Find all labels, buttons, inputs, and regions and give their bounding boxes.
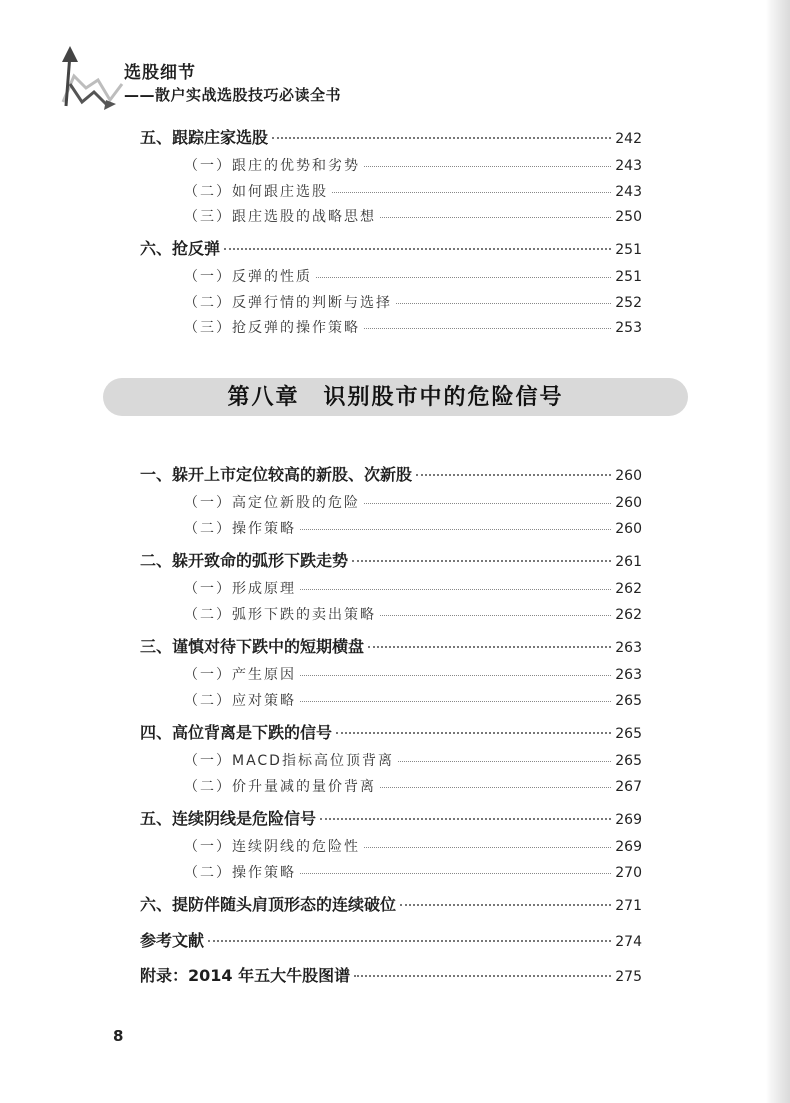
toc-entry[interactable]	[140, 720, 642, 743]
toc-subentry[interactable]	[184, 181, 642, 201]
dot-leader	[364, 328, 611, 329]
chapter-title[interactable]: 第八章 识别股市中的危险信号	[227, 384, 564, 410]
toc-entry-page: 260	[615, 468, 642, 484]
dot-leader	[352, 560, 611, 562]
dot-leader	[320, 818, 611, 820]
toc-subentry-label: （一）形成原理	[184, 581, 296, 597]
toc-subentry-page: 251	[615, 269, 642, 285]
toc-entry-page: 261	[615, 554, 642, 570]
dot-leader	[368, 646, 611, 648]
dot-leader	[364, 503, 611, 504]
toc-entry-page: 265	[615, 726, 642, 742]
dot-leader	[300, 675, 611, 676]
toc-subentry[interactable]	[184, 155, 642, 175]
toc-entry[interactable]	[140, 236, 642, 259]
book-subtitle: ——散户实战选股技巧必读全书	[124, 86, 342, 104]
toc-subentry-page: 262	[615, 581, 642, 597]
dot-leader	[398, 761, 611, 762]
toc-subentry-page: 265	[615, 753, 642, 769]
toc-subentry[interactable]	[184, 836, 642, 856]
toc-entry-references[interactable]	[140, 928, 642, 951]
toc-subentry[interactable]	[184, 750, 642, 770]
toc-subentry[interactable]	[184, 776, 642, 796]
dot-leader	[380, 615, 611, 616]
page-number: 8	[113, 1027, 124, 1045]
dot-leader	[224, 248, 611, 250]
toc-subentry-page: 260	[615, 521, 642, 537]
toc-entry-label: 六、抢反弹	[140, 239, 221, 258]
dot-leader	[332, 192, 611, 193]
toc-subentry-label: （一）MACD指标高位顶背离	[184, 753, 394, 769]
dot-leader	[208, 940, 611, 942]
toc-subentry-page: 253	[615, 320, 642, 336]
toc-subentry[interactable]	[184, 578, 642, 598]
toc-entry-page: 271	[615, 898, 642, 914]
toc-entry[interactable]	[140, 892, 642, 915]
toc-subentry[interactable]	[184, 292, 642, 312]
toc-entry-label: 四、高位背离是下跌的信号	[140, 723, 333, 742]
dot-leader	[316, 277, 611, 278]
toc-subentry[interactable]	[184, 664, 642, 684]
toc-subentry-label: （一）连续阴线的危险性	[184, 839, 360, 855]
dot-leader	[300, 589, 611, 590]
toc-subentry-label: （三）抢反弹的操作策略	[184, 320, 360, 336]
toc-subentry-label: （一）高定位新股的危险	[184, 495, 360, 511]
toc-entry-page: 269	[615, 812, 642, 828]
toc-subentry-label: （二）操作策略	[184, 521, 296, 537]
toc-subentry[interactable]	[184, 317, 642, 337]
toc-subentry-label: （二）如何跟庄选股	[184, 184, 328, 200]
dot-leader	[364, 166, 611, 167]
toc-entry-label: 参考文献	[140, 931, 205, 950]
dot-leader	[300, 701, 611, 702]
toc-subentry[interactable]	[184, 690, 642, 710]
toc-entry-page: 263	[615, 640, 642, 656]
toc-entry-page: 275	[615, 969, 642, 985]
toc-subentry-page: 250	[615, 209, 642, 225]
toc-subentry-label: （一）产生原因	[184, 667, 296, 683]
dot-leader	[354, 975, 611, 977]
book-title: 选股细节	[124, 63, 196, 83]
toc-subentry-label: （二）应对策略	[184, 693, 296, 709]
toc-entry-page: 251	[615, 242, 642, 258]
toc-subentry[interactable]	[184, 862, 642, 882]
toc-entry[interactable]	[140, 806, 642, 829]
toc-subentry-label: （二）反弹行情的判断与选择	[184, 295, 392, 311]
toc-entry[interactable]	[140, 462, 642, 485]
toc-subentry[interactable]	[184, 518, 642, 538]
toc-entry-label: 五、跟踪庄家选股	[140, 128, 269, 147]
toc-entry-page: 274	[615, 934, 642, 950]
toc-entry-appendix[interactable]	[140, 963, 642, 986]
dot-leader	[364, 847, 611, 848]
dot-leader	[300, 529, 611, 530]
toc-subentry-page: 243	[615, 184, 642, 200]
running-header	[60, 44, 460, 124]
toc-subentry-page: 263	[615, 667, 642, 683]
toc-subentry[interactable]	[184, 604, 642, 624]
dot-leader	[380, 787, 611, 788]
toc-entry[interactable]	[140, 548, 642, 571]
toc-subentry[interactable]	[184, 492, 642, 512]
toc-subentry-page: 269	[615, 839, 642, 855]
toc-entry-label: 三、谨慎对待下跌中的短期横盘	[140, 637, 365, 656]
toc-subentry-label: （二）操作策略	[184, 865, 296, 881]
toc-subentry-page: 265	[615, 693, 642, 709]
dot-leader	[380, 217, 611, 218]
toc-subentry-label: （二）弧形下跌的卖出策略	[184, 607, 376, 623]
toc-subentry-page: 252	[615, 295, 642, 311]
toc-entry-page: 242	[615, 131, 642, 147]
toc-subentry-label: （一）跟庄的优势和劣势	[184, 158, 360, 174]
toc-subentry-page: 262	[615, 607, 642, 623]
dot-leader	[396, 303, 611, 304]
toc-subentry[interactable]	[184, 206, 642, 226]
dot-leader	[336, 732, 611, 734]
toc-entry-label: 附录：2014 年五大牛股图谱	[140, 966, 351, 985]
toc-subentry-label: （一）反弹的性质	[184, 269, 312, 285]
rising-arrow-icon	[60, 44, 130, 114]
toc-entry-label: 二、躲开致命的弧形下跌走势	[140, 551, 349, 570]
dot-leader	[300, 873, 611, 874]
toc-entry[interactable]	[140, 634, 642, 657]
toc-subentry-page: 243	[615, 158, 642, 174]
toc-subentry-label: （二）价升量减的量价背离	[184, 779, 376, 795]
toc-entry-label: 六、提防伴随头肩顶形态的连续破位	[140, 895, 397, 914]
dot-leader	[400, 904, 611, 906]
toc-subentry-page: 270	[615, 865, 642, 881]
dot-leader	[416, 474, 611, 476]
toc-subentry-page: 260	[615, 495, 642, 511]
toc-entry[interactable]	[140, 125, 642, 148]
chapter-heading-bar	[103, 378, 688, 416]
toc-subentry[interactable]	[184, 266, 642, 286]
toc-entry-label: 五、连续阴线是危险信号	[140, 809, 317, 828]
dot-leader	[272, 137, 611, 139]
toc-subentry-label: （三）跟庄选股的战略思想	[184, 209, 376, 225]
toc-subentry-page: 267	[615, 779, 642, 795]
toc-entry-label: 一、躲开上市定位较高的新股、次新股	[140, 465, 413, 484]
page-edge	[772, 0, 790, 1103]
